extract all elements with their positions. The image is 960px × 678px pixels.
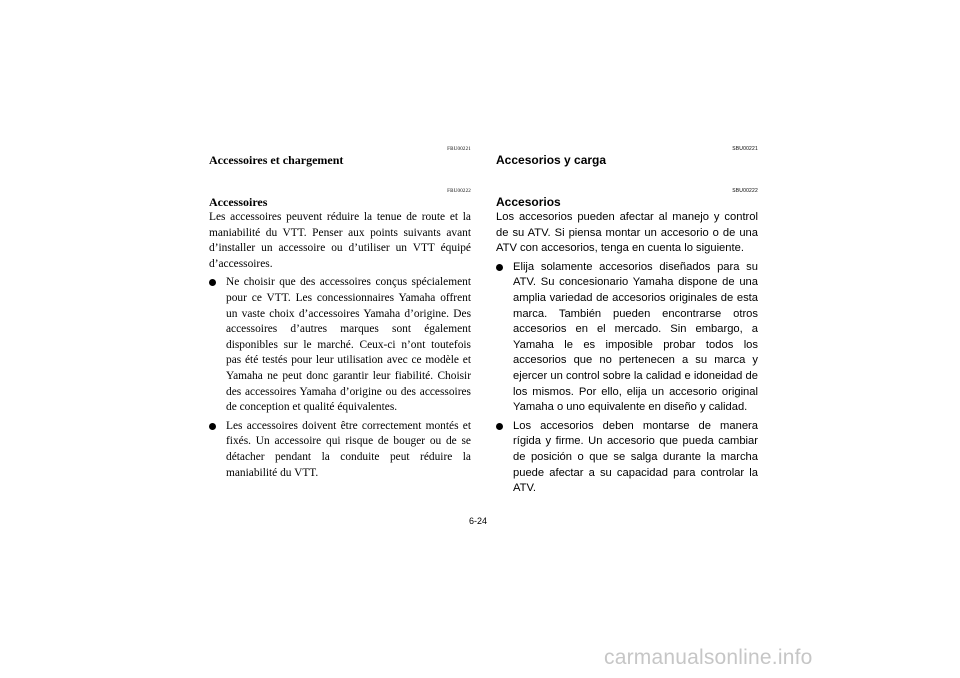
subsection-code: SBU00222 bbox=[732, 188, 758, 194]
list-item bbox=[496, 419, 758, 497]
list-item-text: Elija solamente accesorios diseñados para su ATV. Su concesionario Yamaha dispone de una amplia variedad de accesorios originales de esta marca. También pueden encontrarse otros accesorios en el mercado. Sin embargo, a Yamaha le es imposible probar todos los accesorios que no pertenecen a su marca y ejercer un control sobre la calidad e idoneidad de los mismos. Por ello, elija un accesorio original Yamaha o uno equivalente en diseño y calidad. bbox=[513, 260, 758, 414]
bullet-icon bbox=[496, 264, 503, 271]
subsection-title: Accesorios bbox=[496, 195, 561, 209]
section-code: FBU00221 bbox=[447, 147, 471, 152]
list-item-text: Les accessoires doivent être correctement montés et fixés. Un accessoire qui risque de bouger ou de se détacher pendant la conduite peut réduire la maniabilité du VTT. bbox=[226, 419, 471, 479]
page-number: 6-24 bbox=[469, 516, 488, 526]
section-title: Accessoires et chargement bbox=[209, 153, 344, 167]
subsection-code: FBU00222 bbox=[447, 189, 471, 194]
list-item-text: Ne choisir que des accessoires conçus spécialement pour ce VTT. Les concessionnaires Yamaha offrent un vaste choix d’accessoires Yamaha d’origine. Des accessoires d’autres marques sont également disponibles sur le marché. Ceux-ci n’ont toutefois pas été testés pour leur utilisation avec ce modèle et Yamaha ne peut donc garantir leur fiabilité. Choisir des accessoires Yamaha d’origine ou des accessoires de conception et qualité équivalentes. bbox=[226, 276, 471, 414]
bullet-icon bbox=[209, 279, 216, 286]
bullet-list bbox=[496, 260, 758, 497]
list-item bbox=[496, 260, 758, 416]
bullet-icon bbox=[209, 423, 216, 430]
bullet-icon bbox=[496, 423, 503, 430]
section-code: SBU00221 bbox=[732, 146, 758, 152]
list-item bbox=[209, 419, 471, 481]
subsection-title: Accessoires bbox=[209, 195, 268, 209]
watermark: carmanualsonline.info bbox=[604, 646, 813, 669]
intro-paragraph: Les accessoires peuvent réduire la tenue de route et la maniabilité du VTT. Penser aux points suivants avant d’installer un accessoire ou d’utiliser un VTT équipé d’accessoires. bbox=[209, 211, 471, 270]
bullet-list bbox=[209, 275, 471, 481]
list-item bbox=[209, 275, 471, 415]
list-item-text: Los accesorios deben montarse de manera rígida y firme. Un accesorio que pueda cambiar de posición o que se salga durante la marcha puede afectar a su capacidad para controlar la ATV. bbox=[513, 419, 758, 495]
intro-paragraph: Los accesorios pueden afectar al manejo y control de su ATV. Si piensa montar un accesorio o de una ATV con accesorios, tenga en cuenta lo siguiente. bbox=[496, 211, 758, 255]
french-column bbox=[209, 146, 471, 481]
section-title: Accesorios y carga bbox=[496, 153, 607, 167]
spanish-column bbox=[496, 146, 758, 497]
